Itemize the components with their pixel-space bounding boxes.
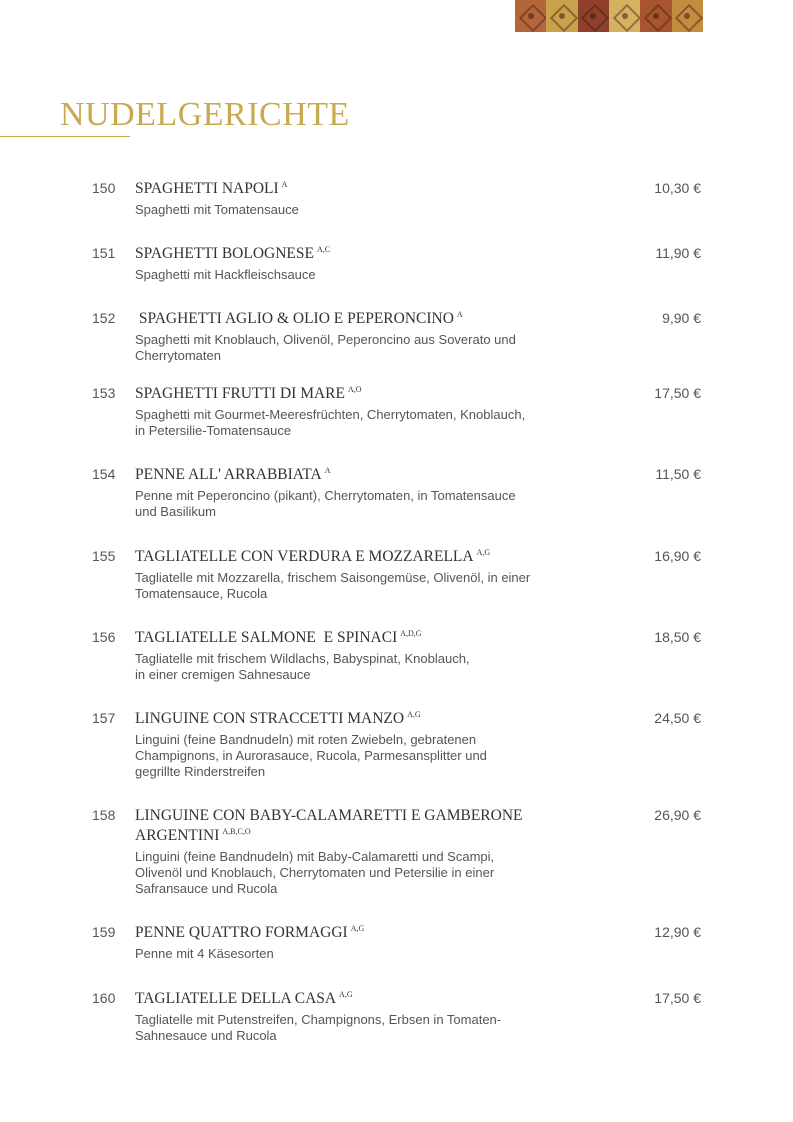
item-number: 150 xyxy=(92,180,116,196)
item-name xyxy=(135,547,565,567)
allergen-codes: A,G xyxy=(476,547,491,557)
item-description xyxy=(135,202,585,218)
item-name-text: LINGUINE CON STRACCETTI MANZO xyxy=(135,710,405,727)
title-divider xyxy=(0,136,130,137)
page-title: NUDELGERICHTE xyxy=(60,96,350,133)
description-line: Olivenöl und Knoblauch, Cherrytomaten und Petersilie in einer xyxy=(135,865,495,880)
item-price: 9,90 € xyxy=(662,310,701,326)
item-price: 11,90 € xyxy=(655,245,701,261)
tile-pattern-icon xyxy=(640,0,671,32)
item-description xyxy=(135,407,585,439)
item-name-text: SPAGHETTI AGLIO & OLIO E PEPERONCINO xyxy=(135,310,454,327)
item-number: 153 xyxy=(92,385,116,401)
allergen-codes: A,O xyxy=(347,384,362,394)
item-number: 152 xyxy=(92,310,116,326)
item-name-text: LINGUINE CON BABY-CALAMARETTI E GAMBERONE ARGENTINI xyxy=(135,807,526,844)
item-name xyxy=(135,989,565,1009)
description-line: gegrillte Rinderstreifen xyxy=(135,764,266,779)
item-number: 159 xyxy=(92,924,116,940)
item-name-text: SPAGHETTI NAPOLI xyxy=(135,180,279,197)
allergen-codes: A,G xyxy=(339,989,353,999)
description-line: Spaghetti mit Hackfleischsauce xyxy=(135,267,316,282)
description-line: Tagliatelle mit Mozzarella, frischem Saisongemüse, Olivenöl, in einer xyxy=(135,570,531,585)
description-line: in Petersilie-Tomatensauce xyxy=(135,423,292,438)
item-description xyxy=(135,488,585,520)
item-price: 24,50 € xyxy=(654,710,701,726)
item-price: 17,50 € xyxy=(654,385,701,401)
description-line: Safransauce und Rucola xyxy=(135,881,278,896)
item-name-text: SPAGHETTI FRUTTI DI MARE xyxy=(135,385,345,402)
item-description xyxy=(135,267,585,283)
item-description xyxy=(135,849,585,897)
allergen-codes: A,G xyxy=(350,923,365,933)
item-name xyxy=(135,806,555,846)
allergen-codes: A,D,G xyxy=(400,628,422,638)
item-name xyxy=(135,384,565,404)
tile-pattern-icon xyxy=(546,0,577,32)
item-name xyxy=(135,179,565,199)
allergen-codes: A,C xyxy=(316,244,331,254)
item-description xyxy=(135,732,585,780)
item-number: 154 xyxy=(92,466,116,482)
item-price: 16,90 € xyxy=(654,548,701,564)
tile-pattern-icon xyxy=(515,0,546,32)
description-line: Champignons, in Aurorasauce, Rucola, Parmesansplitter und xyxy=(135,748,487,763)
item-number: 151 xyxy=(92,245,116,261)
item-name xyxy=(135,465,565,485)
item-number: 158 xyxy=(92,807,116,823)
item-number: 157 xyxy=(92,710,116,726)
description-line: Tagliatelle mit Putenstreifen, Champignons, Erbsen in Tomaten- xyxy=(135,1012,502,1027)
item-price: 26,90 € xyxy=(654,807,701,823)
allergen-codes: A xyxy=(456,309,463,319)
item-number: 155 xyxy=(92,548,116,564)
description-line: Penne mit 4 Käsesorten xyxy=(135,946,274,961)
tile-pattern-icon xyxy=(672,0,703,32)
item-description xyxy=(135,332,585,364)
item-name-text: TAGLIATELLE DELLA CASA xyxy=(135,990,337,1007)
item-name xyxy=(135,923,565,943)
item-description xyxy=(135,570,585,602)
item-name xyxy=(135,309,565,329)
item-number: 156 xyxy=(92,629,116,645)
description-line: in einer cremigen Sahnesauce xyxy=(135,667,311,682)
item-description xyxy=(135,1012,585,1044)
decorative-tile-banner xyxy=(515,0,703,32)
description-line: und Basilikum xyxy=(135,504,216,519)
item-description xyxy=(135,651,585,683)
tile-pattern-icon xyxy=(609,0,640,32)
item-name-text: TAGLIATELLE CON VERDURA E MOZZARELLA xyxy=(135,548,474,565)
description-line: Spaghetti mit Knoblauch, Olivenöl, Peperoncino aus Soverato und xyxy=(135,332,516,347)
allergen-codes: A xyxy=(324,465,331,475)
item-price: 11,50 € xyxy=(655,466,701,482)
item-name xyxy=(135,709,565,729)
item-name xyxy=(135,244,565,264)
item-number: 160 xyxy=(92,990,116,1006)
description-line: Linguini (feine Bandnudeln) mit roten Zwiebeln, gebratenen xyxy=(135,732,477,747)
allergen-codes: A xyxy=(281,179,288,189)
item-price: 10,30 € xyxy=(654,180,701,196)
description-line: Linguini (feine Bandnudeln) mit Baby-Calamaretti und Scampi, xyxy=(135,849,495,864)
item-name-text: TAGLIATELLE SALMONE E SPINACI xyxy=(135,629,398,646)
tile-pattern-icon xyxy=(578,0,609,32)
description-line: Spaghetti mit Gourmet-Meeresfrüchten, Cherrytomaten, Knoblauch, xyxy=(135,407,526,422)
allergen-codes: A,B,C,O xyxy=(222,826,251,836)
item-name-text: PENNE ALL' ARRABBIATA xyxy=(135,466,322,483)
description-line: Cherrytomaten xyxy=(135,348,221,363)
description-line: Tagliatelle mit frischem Wildlachs, Babyspinat, Knoblauch, xyxy=(135,651,470,666)
allergen-codes: A,G xyxy=(407,709,421,719)
item-description xyxy=(135,946,585,962)
description-line: Spaghetti mit Tomatensauce xyxy=(135,202,299,217)
item-name-text: PENNE QUATTRO FORMAGGI xyxy=(135,924,348,941)
description-line: Tomatensauce, Rucola xyxy=(135,586,268,601)
item-price: 18,50 € xyxy=(654,629,701,645)
description-line: Sahnesauce und Rucola xyxy=(135,1028,277,1043)
item-price: 17,50 € xyxy=(654,990,701,1006)
item-name xyxy=(135,628,565,648)
item-price: 12,90 € xyxy=(654,924,701,940)
item-name-text: SPAGHETTI BOLOGNESE xyxy=(135,245,314,262)
description-line: Penne mit Peperoncino (pikant), Cherrytomaten, in Tomatensauce xyxy=(135,488,516,503)
